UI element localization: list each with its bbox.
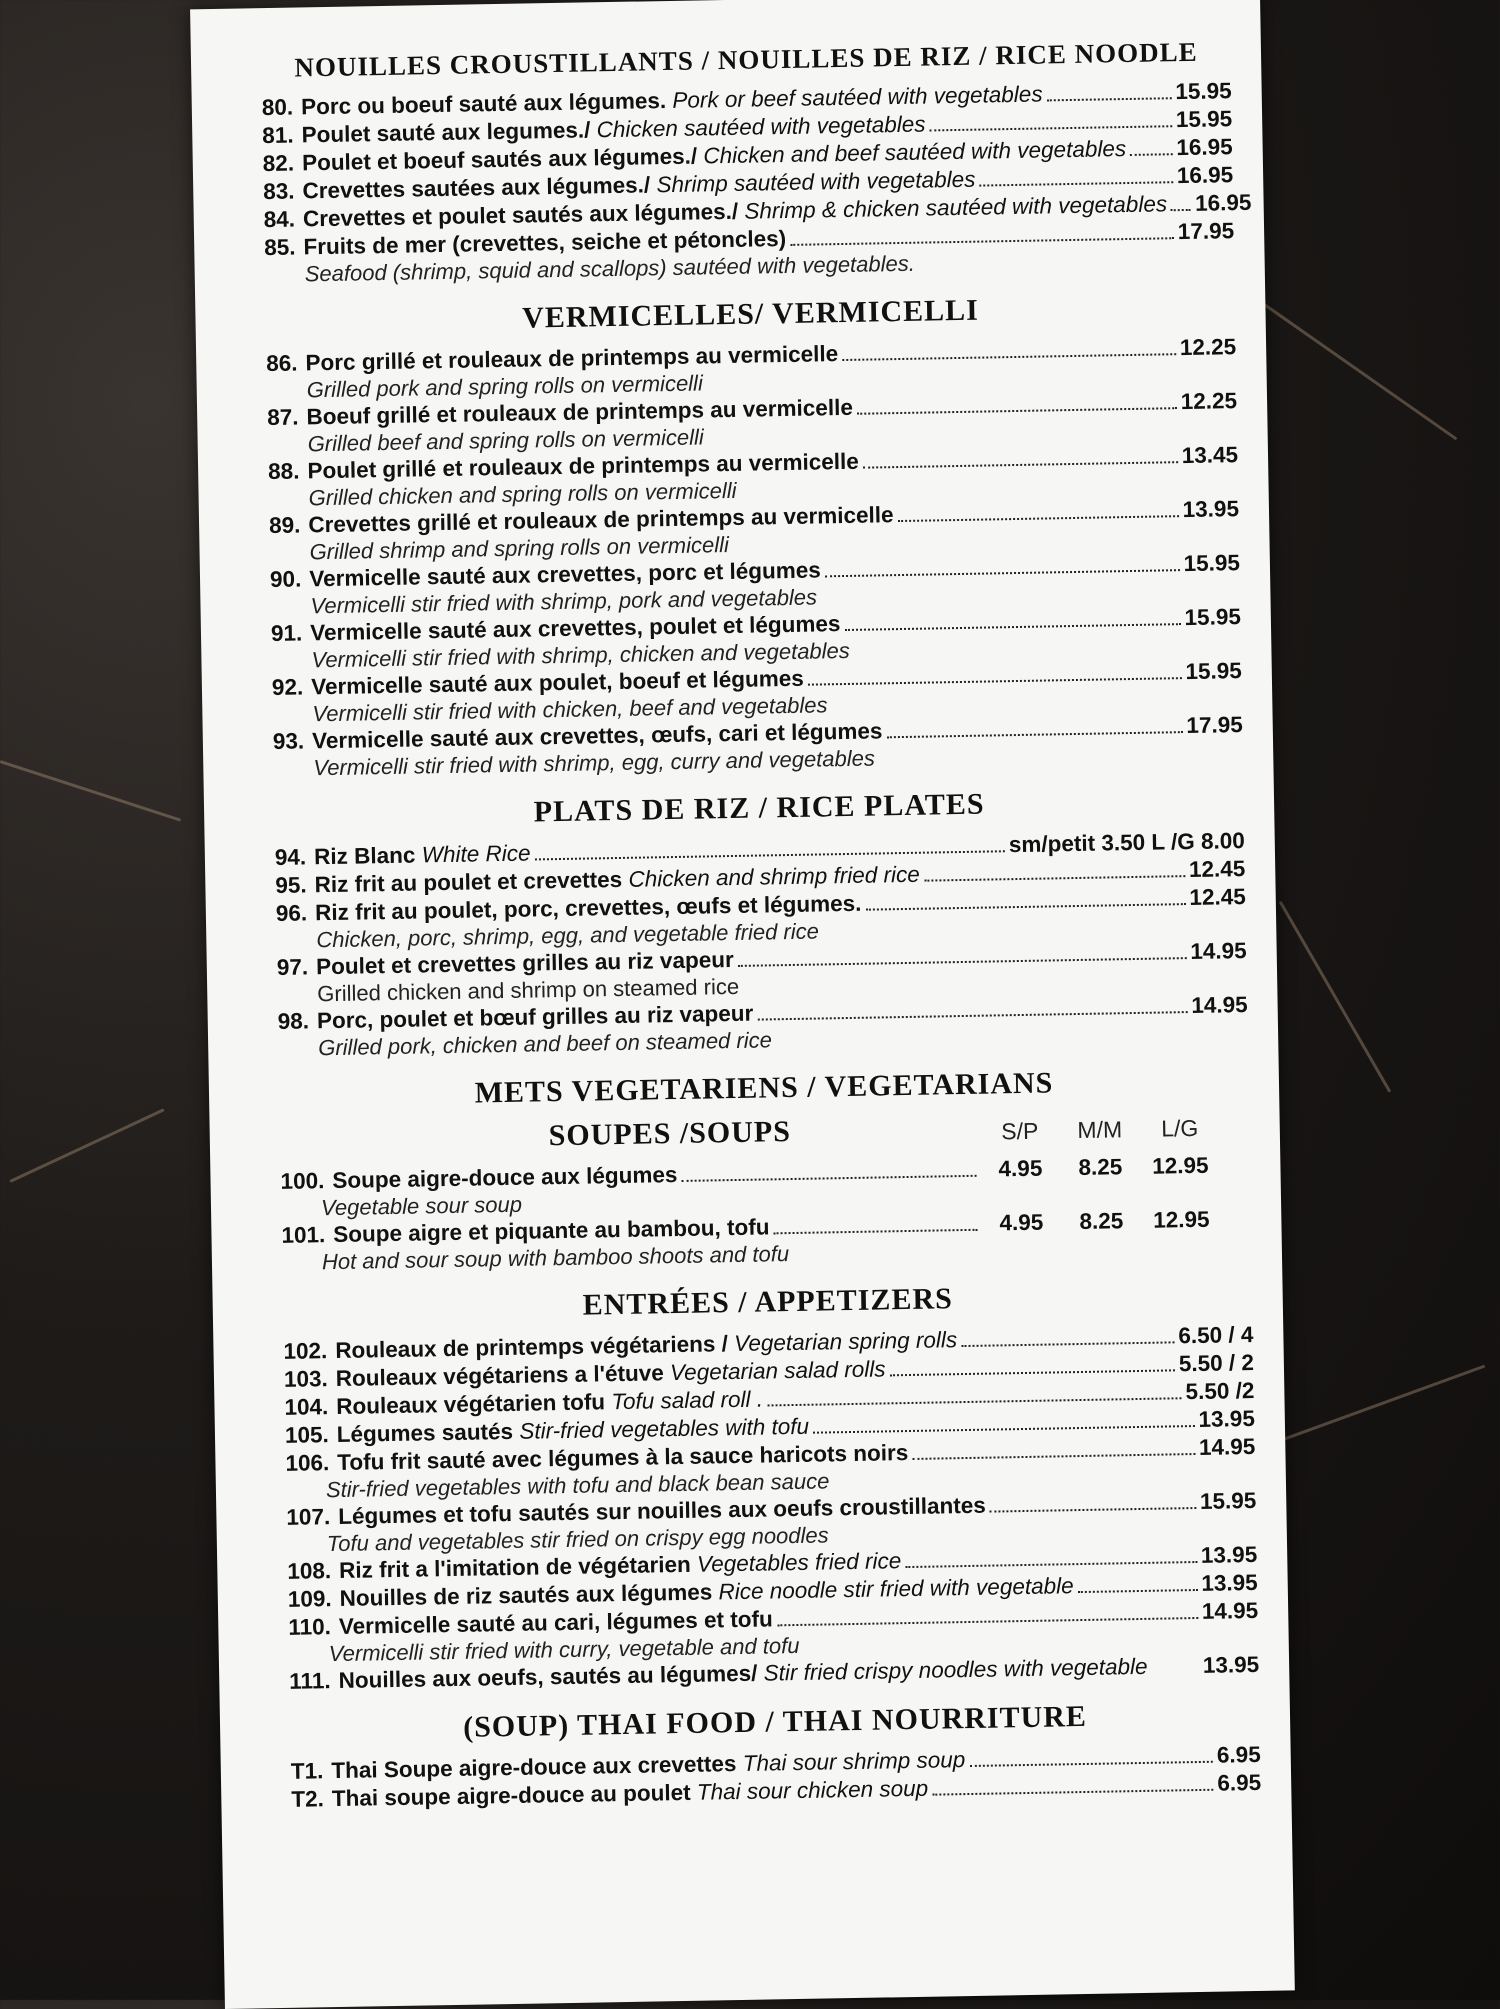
item-description: Vegetable sour soup [320,1191,523,1221]
item-name-english: Rice noodle stir fried with vegetable [718,1573,1074,1605]
item-price: 13.95 [1202,1651,1260,1678]
dot-leader [842,353,1176,361]
item-name-english: Chicken and shrimp fried rice [628,861,921,892]
item-description: Grilled chicken and spring rolls on vermicelli [308,477,737,511]
item-name-french: Crevettes et poulet sautés aux légumes./ [302,198,739,232]
item-number: 87. [266,404,299,431]
item-name-french: Soupe aigre et piquante au bambou, tofu [333,1214,770,1248]
item-price: 12.45 [1189,884,1246,911]
item-name-english: Vegetables fried rice [696,1548,902,1577]
item-number: 91. [270,620,303,647]
item-price: 5.50 /2 [1185,1377,1255,1405]
item-name-french: Fruits de mer (crevettes, seiche et pétoncles) [303,225,787,260]
item-price: 14.95 [1190,938,1247,965]
item-price: 15.95 [1185,658,1243,685]
item-description: Grilled shrimp and spring rolls on vermicelli [309,532,730,565]
size-columns [980,1114,1250,1146]
section-title: METS VEGETARIENS / VEGETARIANS [474,1066,1054,1110]
item-name-french: Poulet et boeuf sautés aux légumes./ [301,143,698,176]
item-description: Vermicelli stir fried with chicken, beef and vegetables [312,692,828,727]
dot-leader [930,125,1172,131]
item-number: 82. [262,150,295,177]
item-name-french: Porc ou boeuf sauté aux légumes. [300,88,667,120]
item-number: 109. [287,1586,332,1612]
dot-leader [866,903,1186,911]
item-description: Vermicelli stir fried with shrimp, egg, curry and vegetables [313,745,876,781]
item-name-french: Riz frit a l'imitation de végétarien [338,1551,691,1583]
item-name-french: Crevettes grillé et rouleaux de printemps au vermicelle [308,502,894,538]
item-name-french: Porc, poulet et bœuf grilles au riz vapeur [316,1000,754,1034]
dot-leader [535,850,1005,860]
item-price: 5.50 / 2 [1178,1349,1255,1377]
item-name-french: Porc grillé et rouleaux de printemps au vermicelle [305,341,839,376]
item-price: 13.45 [1181,442,1239,469]
item-name-french: Rouleaux végétarien tofu [336,1389,606,1419]
item-name-english: Vegetarian salad rolls [669,1356,886,1386]
item-price: 13.95 [1182,496,1240,523]
item-name-french: Rouleaux de printemps végétariens / [335,1331,729,1364]
dot-leader [932,1789,1213,1796]
dot-leader [898,515,1179,522]
section-title: NOUILLES CROUSTILLANTS / NOUILLES DE RIZ / RICE NOODLE [294,36,1198,83]
item-number: 88. [267,458,300,485]
item-name-french: Nouilles aux oeufs, sautés au légumes/ [338,1660,758,1693]
item-name-french: Boeuf grillé et rouleaux de printemps au vermicelle [306,394,854,430]
item-name-french: Vermicelle sauté aux crevettes, poulet et légumes [310,611,841,646]
size-column-label: L/G [1160,1114,1199,1142]
item-number: 83. [263,178,295,205]
item-number: 95. [275,872,307,898]
item-price: 12.45 [1188,856,1246,883]
item-price: 15.95 [1199,1487,1257,1514]
item-number: 90. [269,566,302,593]
item-price: 4.95 [998,1155,1043,1182]
dot-leader [886,731,1182,738]
item-description: Seafood (shrimp, squid and scallops) sautéed with vegetables. [304,250,916,287]
item-name-french: Poulet sauté aux legumes./ [301,117,591,148]
item-name-french: Vermicelle sauté aux crevettes, œufs, cari et légumes [311,718,883,754]
item-description: Hot and sour soup with bamboo shoots and tofu [321,1241,790,1275]
dot-leader [990,1507,1196,1513]
item-name-french: Thai Soupe aigre-douce aux crevettes [331,1751,737,1784]
item-name-french: Soupe aigre-douce aux légumes [332,1162,678,1194]
item-price: 16.95 [1176,162,1234,189]
item-price: 8.25 [1079,1208,1124,1234]
item-price: 6.50 / 4 [1178,1321,1254,1349]
item-number: 98. [277,1008,310,1034]
item-price: 6.95 [1216,1741,1261,1768]
dot-leader [738,957,1187,967]
item-price: 15.95 [1183,550,1241,577]
item-description: Chicken, porc, shrimp, egg, and vegetable fried rice [316,918,820,953]
item-number: 81. [262,122,294,149]
dot-leader [961,1341,1174,1347]
item-name-french: Légumes et tofu sautés sur nouilles aux oeufs croustillantes [337,1492,986,1529]
section-title: PLATS DE RIZ / RICE PLATES [533,787,985,829]
item-number: 86. [266,350,298,377]
dot-leader [1171,209,1191,211]
item-description: Grilled pork, chicken and beef on steamed rice [318,1027,773,1061]
item-number: T1. [290,1758,324,1784]
item-name-french: Riz Blanc [313,842,416,870]
dot-leader [825,569,1180,577]
item-name-french: Riz frit au poulet et crevettes [314,866,623,898]
dot-leader [767,1397,1182,1406]
item-prices [980,1151,1250,1184]
item-number: 80. [261,94,294,121]
marble-vein [1259,300,1457,440]
item-name-french: Vermicelle sauté aux poulet, boeuf et légumes [310,665,805,700]
item-price: 15.95 [1184,604,1242,631]
item-number: 110. [288,1614,332,1640]
dot-leader [790,237,1174,246]
dot-leader [777,1617,1198,1626]
size-column-label: S/P [1001,1117,1039,1145]
dot-leader [924,875,1185,882]
dot-leader [979,181,1173,186]
item-name-english: Stir-fried vegetables with tofu [519,1413,810,1444]
section-title: VERMICELLES/ VERMICELLI [521,293,980,335]
dot-leader [808,677,1182,686]
item-number: 108. [287,1558,332,1584]
item-description: Stir-fried vegetables with tofu and black bean sauce [325,1468,830,1503]
item-number: 101. [281,1222,326,1248]
item-price: 4.95 [999,1209,1044,1236]
item-number: 97. [276,954,309,980]
item-number: 104. [284,1394,329,1420]
item-price: 13.95 [1201,1569,1258,1596]
marble-vein [1279,901,1392,1093]
dot-leader [1047,97,1172,101]
menu-content [261,36,1262,1814]
item-number: 85. [264,234,296,261]
item-name-english: Chicken sautéed with vegetables [596,111,926,143]
item-price: 13.95 [1198,1405,1256,1432]
item-price: 15.95 [1175,106,1233,133]
item-number: 107. [286,1504,331,1530]
dot-leader [1078,1589,1198,1593]
item-description: Vermicelli stir fried with shrimp, pork and vegetables [310,584,818,619]
item-number: 111. [289,1668,331,1694]
soups-header [280,1107,1250,1158]
item-price: 17.95 [1186,712,1243,739]
item-price: 12.25 [1179,334,1237,361]
menu-page [190,0,1295,2009]
item-name-english: Stir fried crispy noodles with vegetable [763,1653,1148,1686]
dot-leader [813,1425,1195,1434]
item-description: Grilled beef and spring rolls on vermicelli [307,424,705,457]
item-number: 103. [283,1366,329,1392]
item-price: 16.95 [1194,189,1252,216]
item-prices [981,1205,1251,1238]
item-number: 93. [272,728,305,755]
item-name-french: Vermicelle sauté au cari, légumes et tofu [338,1606,773,1639]
item-name-english: Pork or beef sautéed with vegetables [672,81,1043,113]
item-name-french: Vermicelle sauté aux crevettes, porc et légumes [309,557,821,592]
item-name-french: Crevettes sautées aux légumes./ [302,172,651,204]
item-description: Vermicelli stir fried with curry, vegetable and tofu [328,1632,800,1667]
item-name-french: Poulet et crevettes grilles au riz vapeur [315,946,734,980]
dot-leader [890,1369,1175,1376]
marble-vein [9,1108,164,1183]
item-description: Grilled pork and spring rolls on vermicelli [306,370,704,403]
item-description: Tofu and vegetables stir fried on crispy egg noodles [326,1522,829,1557]
item-number: 92. [271,674,304,701]
item-number: 100. [280,1168,325,1194]
item-name-french: Tofu frit sauté avec légumes à la sauce haricots noirs [337,1440,909,1475]
item-price: 17.95 [1177,218,1235,245]
item-description: Vermicelli stir fried with shrimp, chicken and vegetables [311,637,850,673]
item-number: T2. [291,1786,325,1812]
item-price: 12.25 [1180,388,1238,415]
item-name-french: Poulet grillé et rouleaux de printemps au vermicelle [307,448,860,484]
item-name-french: Riz frit au poulet, porc, crevettes, œufs et légumes. [314,890,862,926]
item-spacer [1148,1673,1203,1674]
item-name-french: Rouleaux végétariens a l'étuve [335,1360,664,1392]
item-price: 12.95 [1152,1206,1210,1233]
item-name-english: Shrimp & chicken sautéed with vegetables [744,191,1168,224]
item-price: 14.95 [1198,1433,1256,1460]
item-number: 94. [274,844,307,870]
dot-leader [757,1011,1187,1021]
dot-leader [857,407,1177,415]
item-number: 96. [275,900,308,926]
soups-title: SOUPES /SOUPS [548,1115,792,1153]
item-description: Grilled chicken and shrimp on steamed rice [317,973,740,1007]
size-column-label: M/M [1077,1116,1123,1144]
dot-leader [1130,153,1172,156]
section-title: ENTRÉES / APPETIZERS [582,1282,954,1322]
item-price: 12.95 [1152,1152,1209,1179]
dot-leader [905,1561,1197,1568]
dot-leader [912,1453,1195,1460]
item-price: 14.95 [1191,992,1248,1019]
marble-vein [0,760,181,822]
item-name-english: Tofu salad roll . [611,1386,764,1415]
section-title: (SOUP) THAI FOOD / THAI NOURRITURE [462,1699,1088,1744]
item-name-french: Légumes sautés [336,1418,514,1447]
item-name-english: Shrimp sautéed with vegetables [656,166,976,198]
dot-leader [681,1175,976,1182]
dot-leader [969,1761,1213,1767]
item-name-english: Thai sour chicken soup [696,1775,929,1805]
item-price: 16.95 [1176,134,1233,161]
item-name-english: Thai sour shrimp soup [742,1747,966,1776]
item-name-english: White Rice [421,840,531,868]
item-name-english: Vegetarian spring rolls [733,1327,958,1357]
dot-leader [845,623,1181,631]
item-number: 105. [284,1422,329,1448]
item-name-english: Chicken and beef sautéed with vegetables [703,136,1127,169]
item-name-french: Nouilles de riz sautés aux légumes [339,1579,713,1611]
item-price: 6.95 [1217,1769,1262,1796]
item-price: 14.95 [1201,1597,1259,1624]
item-number: 106. [285,1450,330,1476]
dot-leader [774,1229,978,1235]
item-price: 13.95 [1200,1541,1258,1568]
item-number: 102. [283,1338,328,1364]
dot-leader [863,461,1178,468]
item-price: 8.25 [1078,1154,1123,1181]
item-number: 89. [268,512,301,539]
item-name-french: Thai soupe aigre-douce au poulet [331,1779,691,1812]
item-price: sm/petit 3.50 L /G 8.00 [1008,828,1245,858]
item-number: 84. [263,206,296,233]
item-price: 15.95 [1175,78,1232,105]
